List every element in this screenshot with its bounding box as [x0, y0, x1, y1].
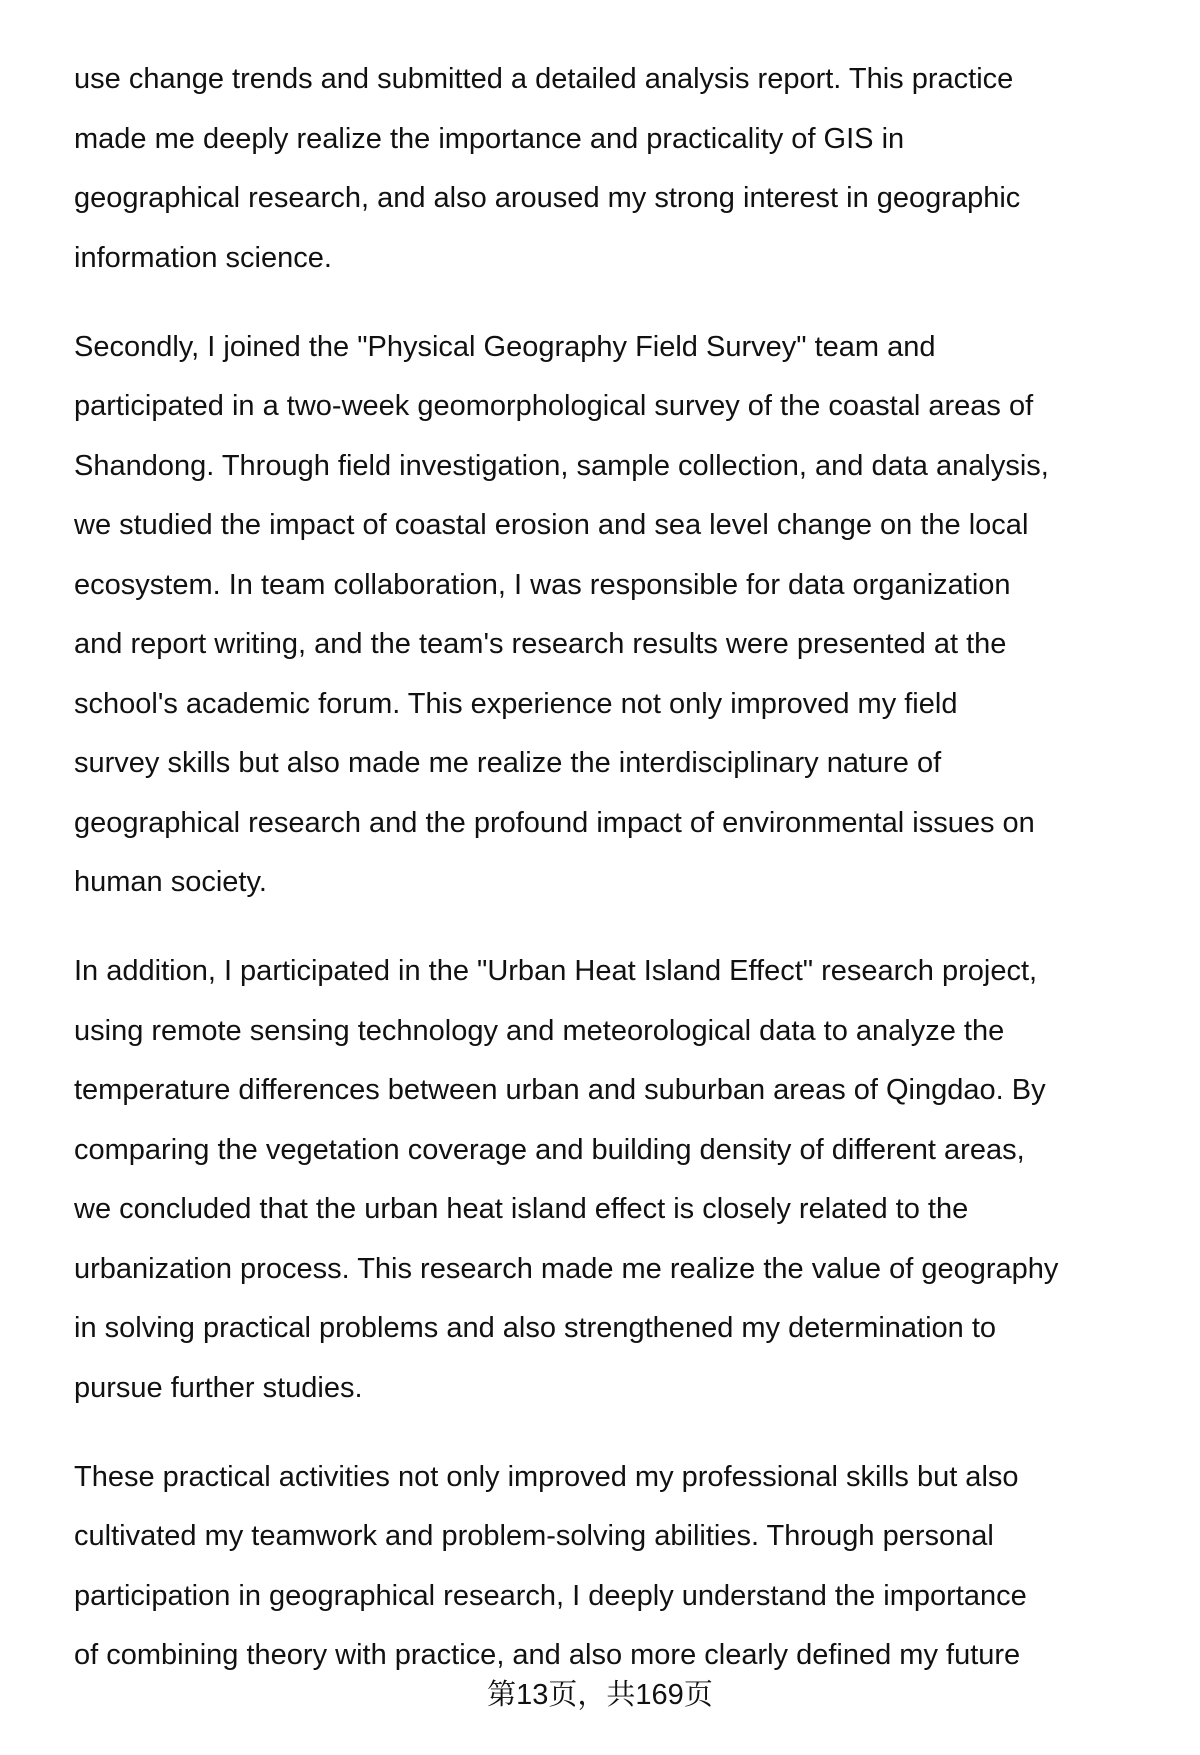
paragraph — [74, 1448, 1184, 1686]
paragraph — [74, 50, 1184, 288]
text-line: survey skills but also made me realize the interdisciplinary nature of — [74, 747, 942, 779]
page-number: 第13页，共169页 — [487, 1679, 713, 1711]
text-line: in solving practical problems and also strengthened my determination to — [74, 1312, 997, 1344]
text-line: cultivated my teamwork and problem-solving abilities. Through personal — [74, 1520, 994, 1552]
paragraph — [74, 942, 1184, 1418]
text-line: human society. — [74, 866, 267, 898]
text-line: temperature differences between urban and suburban areas of Qingdao. By — [74, 1074, 1046, 1106]
paragraph — [74, 318, 1184, 913]
text-line: we concluded that the urban heat island effect is closely related to the — [74, 1193, 969, 1225]
text-line: of combining theory with practice, and also more clearly defined my future — [74, 1639, 1021, 1671]
text-line: Shandong. Through field investigation, sample collection, and data analysis, — [74, 449, 1049, 482]
text-line: using remote sensing technology and meteorological data to analyze the — [74, 1014, 1005, 1047]
document-body — [74, 50, 1184, 1715]
text-line: Secondly, I joined the "Physical Geography Field Survey" team and — [74, 330, 936, 363]
text-line: urbanization process. This research made me realize the value of geography — [74, 1252, 1059, 1285]
text-line: participation in geographical research, I deeply understand the importance — [74, 1579, 1027, 1612]
text-line: we studied the impact of coastal erosion and sea level change on the local — [74, 509, 1029, 541]
text-line: pursue further studies. — [74, 1371, 363, 1404]
text-line: school's academic forum. This experience not only improved my field — [74, 687, 958, 720]
text-line: geographical research, and also aroused my strong interest in geographic — [74, 182, 1021, 214]
text-line: In addition, I participated in the "Urban Heat Island Effect" research project, — [74, 955, 1038, 987]
text-line: geographical research and the profound impact of environmental issues on — [74, 806, 1035, 839]
text-line: ecosystem. In team collaboration, I was responsible for data organization — [74, 568, 1011, 601]
text-line: use change trends and submitted a detailed analysis report. This practice — [74, 63, 1014, 95]
text-line: comparing the vegetation coverage and building density of different areas, — [74, 1133, 1025, 1166]
text-line: made me deeply realize the importance and practicality of GIS in — [74, 122, 905, 155]
text-line: participated in a two-week geomorphological survey of the coastal areas of — [74, 390, 1034, 422]
text-line: These practical activities not only improved my professional skills but also — [74, 1460, 1019, 1493]
text-line: information science. — [74, 241, 332, 274]
text-line: and report writing, and the team's research results were presented at the — [74, 628, 1007, 660]
